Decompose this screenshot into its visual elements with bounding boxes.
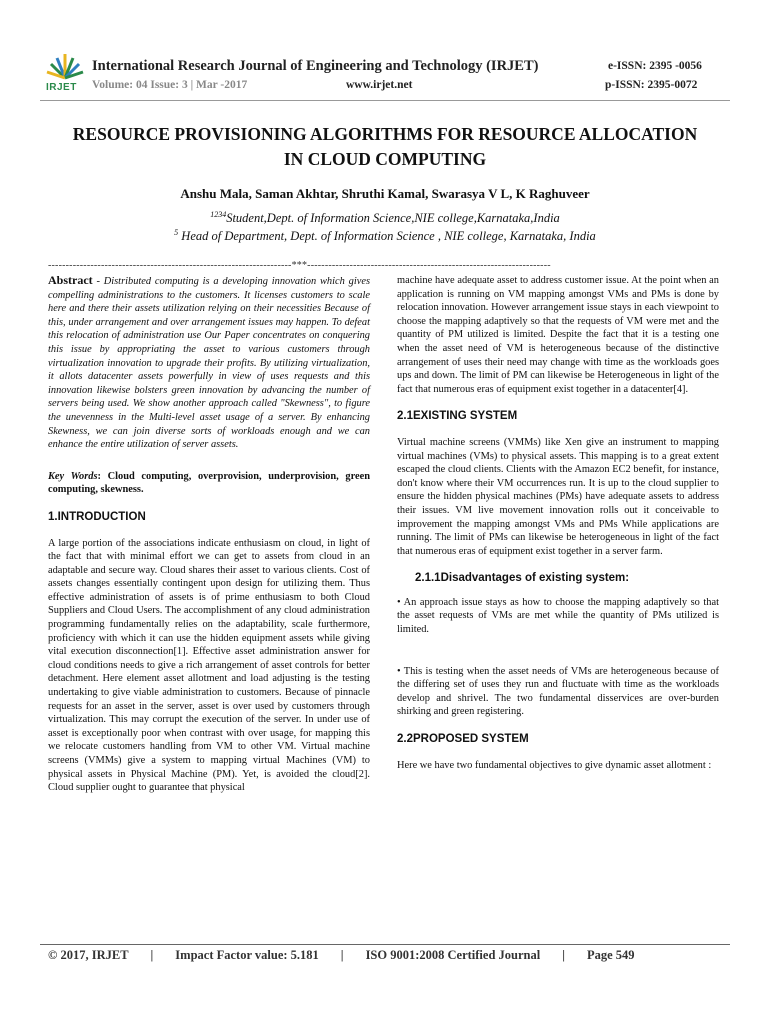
affiliation-1 xyxy=(40,210,730,226)
disadvantage-bullet-2: • This is testing when the asset needs of VMs are heterogeneous because of the differing set of uses they run and fluctuate with time as the workloads develop and shrivel. The two fundamental disservices are over-burden shirking and green registering. xyxy=(397,665,719,718)
title-line-2: IN CLOUD COMPUTING xyxy=(283,149,487,169)
author-list: Anshu Mala, Saman Akhtar, Shruthi Kamal, Swarasya V L, K Raghuveer xyxy=(180,186,590,201)
heading-proposed-system: 2.2PROPOSED SYSTEM xyxy=(397,733,529,746)
affiliation-1-marker: 1234 xyxy=(210,210,227,219)
abstract-text: - Distributed computing is a developing innovation which gives compelling administrations to the customers. It licenses customers to scale here and there their assets utilization relying on their necessities Because of this, under arrangement and over arrangement issues may happen. To defeat this relocation of administration use Our Paper concentrates on conquering this issue by appropriating the asset to various customers through virtualization innovation to upgrade their profits. By utilizing virtualization, it allots datacenter assets powerfully in view of uses requests and this innovation likewise bolsters green innovation by advancing the number of servers being used. We show another approach called "Skewness", to figure the unevenness in the Multi-level asset usage of a server. By enhancing Skewness, we can join diverse sorts of workloads enough and we can enhance the entire utilization of server assets. xyxy=(48,276,370,451)
section-divider: ---------------------------------------------------------------------***--------------------------------------------------------------------- xyxy=(48,260,551,271)
affiliation-2-marker: 5 xyxy=(174,228,179,237)
keywords-text: : Cloud computing, overprovision, underprovision, green computing, skewness. xyxy=(48,470,370,496)
abstract xyxy=(48,274,370,452)
title-line-1: RESOURCE PROVISIONING ALGORITHMS FOR RESOURCE ALLOCATION xyxy=(72,124,698,144)
right-column xyxy=(397,274,719,772)
footer-impact-factor: Impact Factor value: 5.181 xyxy=(175,948,319,962)
footer-page-number: Page 549 xyxy=(586,948,635,962)
introduction-text: A large portion of the associations indicate enthusiasm on cloud, in light of the fact that with minimal effort we can get to assets from cloud in an adaptable and secure way. Cloud shares their asset to various clients. Cost of assets changes essentially contingent upon design for utilizing them. Thus effective administration of assets is of prime enthusiasm to both Cloud Suppliers and Cloud Users. The accomplishment of any cloud administration programming fundamentally relies on the adaptability, scale furthermore, proficiency with which it can use the hidden equipment assets while giving vital execution disconnection[1]. Effective asset administration answer for cloud conditions needs to give a rich arrangement of asset controls for better detachment. Here element asset allotment and load adjusting is the testing undertaking to give viable administration to customers. Because of pinnacle requests for an asset in the server, asset is over used by customers through virtualization. This may corrupt the execution of the server. In under use of asset is exceptionally poor when contrast with over usage, for mapping this we relocate customers handling from VM to other VM. Virtual machine screens (VMMs) give a system to mapping virtual Machines (VM) to physical assets in Physical Machine (PM). Yet, is avoided the cloud[2]. Cloud supplier ought to guarantee that physical xyxy=(48,537,370,794)
paper-title xyxy=(40,122,730,172)
heading-introduction: 1.INTRODUCTION xyxy=(48,510,146,523)
volume-info: Volume: 04 Issue: 3 | Mar -2017 xyxy=(92,79,248,91)
logo-text: IRJET xyxy=(46,82,77,93)
footer-rule xyxy=(40,944,730,945)
footer-copyright: © 2017, IRJET xyxy=(48,948,129,962)
journal-name: International Research Journal of Engineering and Technology (IRJET) xyxy=(92,58,539,74)
footer-separator: | xyxy=(150,948,154,962)
footer-iso: ISO 9001:2008 Certified Journal xyxy=(365,948,541,962)
journal-header xyxy=(40,50,730,100)
footer-separator: | xyxy=(340,948,344,962)
abstract-label: Abstract xyxy=(48,273,93,287)
left-column xyxy=(48,274,370,795)
header-rule xyxy=(40,100,730,101)
p-issn: p-ISSN: 2395-0072 xyxy=(605,79,698,91)
website-link[interactable]: www.irjet.net xyxy=(346,79,413,91)
keywords xyxy=(48,470,370,497)
page-footer xyxy=(48,948,720,963)
heading-disadvantages: 2.1.1Disadvantages of existing system: xyxy=(415,572,630,585)
keywords-label: Key Words xyxy=(48,470,98,482)
footer-separator: | xyxy=(562,948,565,962)
disadvantage-bullet-1: • An approach issue stays as how to choose the mapping adaptively so that the asset requests of VMs are met while the quantity of PMs utilized is limited. xyxy=(397,596,719,636)
existing-system-text: Virtual machine screens (VMMs) like Xen give an instrument to mapping virtual machines (VMs) to physical assets. This mapping is to a great extent escaped the cloud clients. Clients with the Amazon EC2 benefit, for instance, don't know where their VM occurrences run. It is up to the cloud supplier to ensure the hidden physical machines (PMs) have adequate assets to address their issues. VM live movement innovation rolls out it conceivable to improvement the mapping amongst VMs and PMs While applications are running. The limit of PMs can likewise be heterogeneous in light of the fact that numerous eras of equipment exist together in a server farm. xyxy=(397,436,719,557)
proposed-system-text: Here we have two fundamental objectives to give dynamic asset allotment : xyxy=(397,759,712,771)
introduction-continued: machine have adequate asset to address customer issue. At the point when an application is running on VM mapping amongst VMs and PMs is done by relocation innovation. However arrangement issue stays in each viewpoint to choose the mapping adaptively so that the requests of VM were met and the quantity of PM utilized is limited. Despite the fact that it is a testing one when the asset need of VM is heterogeneous because of the distinctive arrangement of uses their need may change with time as the workloads goes ups and down. The limit of PM can likewise be Heterogeneous in light of the fact that numerous eras of equipment exist together in a datacenter[4]. xyxy=(397,275,719,395)
affiliation-2-text: Head of Department, Dept. of Information Science , NIE college, Karnataka, India xyxy=(178,229,596,244)
e-issn: e-ISSN: 2395 -0056 xyxy=(608,60,702,72)
affiliation-2 xyxy=(40,228,730,244)
heading-existing-system: 2.1EXISTING SYSTEM xyxy=(397,410,518,423)
affiliation-1-text: Student,Dept. of Information Science,NIE college,Karnataka,India xyxy=(226,211,560,226)
